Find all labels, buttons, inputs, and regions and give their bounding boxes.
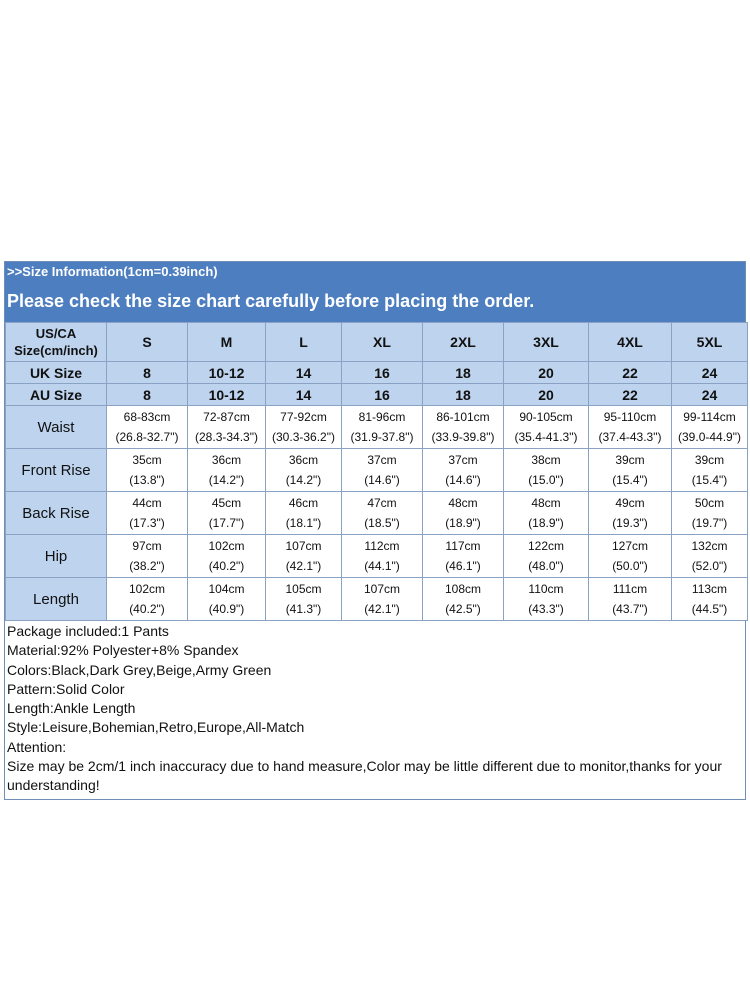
note-line: Package included:1 Pants — [7, 623, 169, 639]
measurement-cm: 50cm — [694, 496, 725, 510]
measurement-cm: 37cm — [448, 453, 478, 467]
measurement-cell — [589, 492, 672, 535]
measurement-cm: 37cm — [367, 453, 397, 467]
measurement-cm: 48cm — [448, 496, 478, 510]
measurement-inch: (18.9") — [445, 516, 481, 530]
note-line: Length:Ankle Length — [7, 700, 136, 717]
measurement-cm: 97cm — [132, 539, 162, 553]
measurement-cell — [672, 578, 748, 621]
measurement-cm: 105cm — [285, 582, 322, 596]
measurement-inch: (46.1") — [445, 559, 481, 573]
measurement-inch: (52.0") — [691, 559, 728, 573]
measurement-cm: 112cm — [364, 539, 400, 553]
measurement-cell — [266, 535, 342, 578]
au-size-cell: 18 — [423, 384, 504, 406]
measurement-cm: 107cm — [363, 582, 401, 596]
measurement-inch: (19.3") — [612, 516, 648, 530]
measurement-row — [6, 578, 748, 621]
measurement-cm: 86-101cm — [436, 410, 490, 424]
measurement-cell — [188, 449, 266, 492]
measurement-inch: (14.6") — [364, 473, 400, 487]
measurement-cell — [342, 406, 423, 449]
measurement-cm: 49cm — [615, 496, 645, 510]
measurement-inch: (15.4") — [612, 473, 648, 487]
measurement-cm: 44cm — [132, 496, 162, 510]
corner-label-size: Size(cm/inch) — [14, 343, 98, 358]
measurement-cell — [504, 406, 589, 449]
uk-size-row — [6, 362, 748, 384]
size-chart — [4, 261, 746, 800]
measurement-cell — [266, 449, 342, 492]
uk-size-cell: 20 — [504, 362, 589, 384]
measurement-cell — [672, 492, 748, 535]
measurement-label: Back Rise — [6, 492, 107, 535]
measurement-label: Length — [6, 578, 107, 621]
size-info-title: Please check the size chart carefully before placing the order. — [7, 291, 535, 311]
measurement-cm: 111cm — [612, 582, 648, 596]
measurement-inch: (14.2") — [208, 473, 245, 487]
size-header-cell: S — [107, 323, 188, 362]
corner-label-us: US/CA — [35, 326, 77, 341]
measurement-cell — [266, 492, 342, 535]
measurement-inch: (40.2") — [208, 559, 245, 573]
size-info-subtitle: >>Size Information(1cm=0.39inch) — [7, 264, 218, 279]
product-notes — [5, 621, 745, 799]
size-header-cell: 5XL — [672, 323, 748, 362]
measurement-cm: 90-105cm — [519, 410, 573, 424]
measurement-cm: 45cm — [211, 496, 242, 510]
measurement-inch: (14.6") — [445, 473, 481, 487]
measurement-row — [6, 535, 748, 578]
measurement-cm: 110cm — [528, 582, 564, 596]
measurement-cm: 127cm — [611, 539, 649, 553]
us-size-row — [6, 323, 748, 362]
measurement-cm: 68-83cm — [123, 410, 171, 424]
measurement-cell — [589, 535, 672, 578]
measurement-cm: 104cm — [208, 582, 245, 596]
measurement-cm: 81-96cm — [358, 410, 406, 424]
uk-size-cell: 14 — [266, 362, 342, 384]
measurement-cell — [504, 535, 589, 578]
measurement-cm: 72-87cm — [203, 410, 250, 424]
uk-size-cell: 16 — [342, 362, 423, 384]
measurement-label: Waist — [6, 406, 107, 449]
measurement-cm: 122cm — [527, 539, 565, 553]
size-header-cell: 3XL — [504, 323, 589, 362]
measurement-inch: (40.2") — [129, 602, 165, 616]
measurement-inch: (14.2") — [285, 473, 322, 487]
measurement-inch: (17.7") — [208, 516, 245, 530]
measurement-inch: (18.5") — [364, 516, 400, 530]
measurement-cell — [589, 449, 672, 492]
measurement-cell — [423, 406, 504, 449]
measurement-inch: (15.4") — [691, 473, 728, 487]
measurement-inch: (42.1") — [285, 559, 322, 573]
measurement-label: Front Rise — [6, 449, 107, 492]
measurement-inch: (30.3-36.2") — [272, 430, 335, 444]
measurement-inch: (42.1") — [364, 602, 400, 616]
au-size-cell: 10-12 — [188, 384, 266, 406]
measurement-cell — [266, 578, 342, 621]
measurement-cell — [188, 578, 266, 621]
measurement-cm: 39cm — [615, 453, 645, 467]
measurement-inch: (42.5") — [445, 602, 481, 616]
size-header-cell: M — [188, 323, 266, 362]
corner-cell — [6, 323, 107, 362]
note-line: Attention: — [7, 738, 67, 755]
measurement-cell — [504, 578, 589, 621]
measurement-cell — [188, 406, 266, 449]
measurement-row — [6, 492, 748, 535]
measurement-cell — [342, 578, 423, 621]
measurement-cell — [423, 578, 504, 621]
note-line: Pattern:Solid Color — [7, 680, 125, 697]
au-size-cell: 8 — [107, 384, 188, 406]
au-size-cell: 22 — [589, 384, 672, 406]
note-line: Colors:Black,Dark Grey,Beige,Army Green — [7, 661, 272, 678]
measurement-inch: (26.8-32.7") — [115, 430, 179, 444]
measurement-inch: (38.2") — [129, 559, 165, 573]
size-header-cell: XL — [342, 323, 423, 362]
measurement-cm: 132cm — [691, 539, 728, 553]
measurement-cell — [107, 578, 188, 621]
measurement-cell — [107, 449, 188, 492]
measurement-inch: (15.0") — [528, 473, 564, 487]
measurement-inch: (39.0-44.9") — [678, 430, 741, 444]
measurement-cm: 77-92cm — [280, 410, 327, 424]
measurement-inch: (33.9-39.8") — [431, 430, 495, 444]
measurement-inch: (18.9") — [528, 516, 564, 530]
uk-size-cell: 22 — [589, 362, 672, 384]
size-header-cell: 4XL — [589, 323, 672, 362]
measurement-cell — [589, 406, 672, 449]
measurement-cell — [266, 406, 342, 449]
measurement-cm: 108cm — [444, 582, 482, 596]
measurement-inch: (18.1") — [285, 516, 322, 530]
measurement-cm: 113cm — [691, 582, 728, 596]
measurement-cell — [672, 449, 748, 492]
uk-size-cell: 8 — [107, 362, 188, 384]
measurement-inch: (37.4-43.3") — [598, 430, 662, 444]
measurement-inch: (40.9") — [208, 602, 245, 616]
measurement-cm: 102cm — [208, 539, 245, 553]
au-size-cell: 16 — [342, 384, 423, 406]
measurement-inch: (13.8") — [129, 473, 165, 487]
measurement-cell — [107, 492, 188, 535]
measurement-inch: (43.3") — [528, 602, 564, 616]
measurement-cm: 39cm — [694, 453, 725, 467]
measurement-cm: 47cm — [367, 496, 397, 510]
uk-size-cell: 18 — [423, 362, 504, 384]
uk-size-cell: 10-12 — [188, 362, 266, 384]
measurement-inch: (28.3-34.3") — [195, 430, 258, 444]
measurement-inch: (44.5") — [691, 602, 728, 616]
au-size-label: AU Size — [6, 384, 107, 406]
measurement-cell — [423, 535, 504, 578]
measurement-inch: (43.7") — [612, 602, 648, 616]
measurement-cell — [423, 449, 504, 492]
note-line: Size may be 2cm/1 inch inaccuracy due to hand measure,Color may be little different due to monitor,thanks for your understanding! — [7, 758, 722, 794]
measurement-cell — [672, 406, 748, 449]
measurement-cm: 48cm — [531, 496, 561, 510]
measurement-inch: (50.0") — [612, 559, 648, 573]
measurement-cm: 38cm — [531, 453, 561, 467]
measurement-cell — [107, 406, 188, 449]
size-header-cell: L — [266, 323, 342, 362]
measurement-cell — [504, 492, 589, 535]
measurement-cm: 36cm — [288, 453, 319, 467]
measurement-inch: (35.4-41.3") — [514, 430, 578, 444]
measurement-cm: 35cm — [132, 453, 162, 467]
measurement-inch: (41.3") — [285, 602, 322, 616]
measurement-label: Hip — [6, 535, 107, 578]
size-header-cell: 2XL — [423, 323, 504, 362]
measurement-row — [6, 406, 748, 449]
measurement-cell — [342, 535, 423, 578]
measurement-cm: 117cm — [445, 539, 481, 553]
measurement-cell — [423, 492, 504, 535]
measurement-cm: 102cm — [128, 582, 166, 596]
measurement-inch: (19.7") — [691, 516, 728, 530]
measurement-inch: (31.9-37.8") — [350, 430, 414, 444]
measurement-cell — [672, 535, 748, 578]
measurement-cm: 99-114cm — [683, 410, 736, 424]
measurement-row — [6, 449, 748, 492]
measurement-cm: 107cm — [285, 539, 322, 553]
size-table — [5, 322, 748, 621]
au-size-cell: 24 — [672, 384, 748, 406]
measurement-cell — [188, 535, 266, 578]
measurement-cm: 95-110cm — [603, 410, 657, 424]
note-line: Style:Leisure,Bohemian,Retro,Europe,All-Match — [7, 719, 305, 736]
note-line: Material:92% Polyester+8% Spandex — [7, 642, 239, 659]
uk-size-label: UK Size — [6, 362, 107, 384]
au-size-row — [6, 384, 748, 406]
measurement-inch: (48.0") — [528, 559, 564, 573]
size-info-header — [5, 262, 745, 322]
measurement-cm: 46cm — [288, 496, 319, 510]
measurement-cell — [107, 535, 188, 578]
measurement-cell — [342, 492, 423, 535]
measurement-inch: (44.1") — [364, 559, 400, 573]
measurement-cell — [589, 578, 672, 621]
measurement-cm: 36cm — [211, 453, 242, 467]
au-size-cell: 14 — [266, 384, 342, 406]
measurement-inch: (17.3") — [129, 516, 165, 530]
measurement-cell — [504, 449, 589, 492]
measurement-cell — [342, 449, 423, 492]
measurement-cell — [188, 492, 266, 535]
au-size-cell: 20 — [504, 384, 589, 406]
uk-size-cell: 24 — [672, 362, 748, 384]
